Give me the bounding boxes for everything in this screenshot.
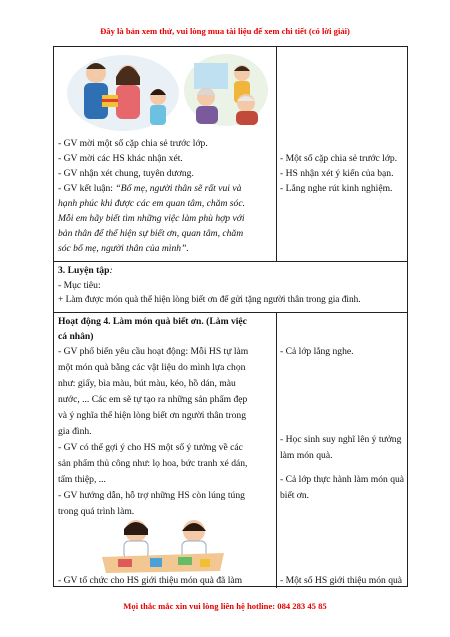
grandparents-illustration <box>184 53 269 127</box>
activity4-left-line-2: một món quà bằng các vật liệu do mình lựa chọn <box>58 362 246 373</box>
section3-line-1: - Mục tiêu: <box>58 280 101 291</box>
activity4-left-line-8: sản phẩm thủ công như: lọ hoa, bức tranh xé dán, <box>58 458 248 469</box>
row1-left-line-7: bản thân để thể hiện sự biết ơn, quan tâm, chăm <box>58 228 244 239</box>
section3-line-2: + Làm được món quà thể hiện lòng biết ơn để gửi tặng người thân trong gia đình. <box>58 295 361 305</box>
lesson-table <box>53 46 408 587</box>
activity4-left-line-5: và ý nghĩa thể hiện lòng biết ơn người thân trong <box>58 410 247 421</box>
activity4-left-line-9: tấm thiệp, ... <box>58 474 106 485</box>
crafting-kids-illustration <box>98 513 228 575</box>
activity4-left-line-1: - GV phổ biến yêu cầu hoạt động: Mỗi HS tự làm <box>58 346 249 357</box>
row-divider-1 <box>54 261 407 262</box>
column-divider-bottom <box>276 312 277 588</box>
family-illustration <box>66 51 181 131</box>
activity4-left-line-3: như: giấy, bìa màu, bút màu, kéo, hồ dán, màu <box>58 378 236 389</box>
activity4-right-line-2: - Học sinh suy nghĩ lên ý tưởng <box>280 434 402 445</box>
section3-heading-colon: : <box>109 265 113 276</box>
row1-left-line-4 <box>58 181 241 196</box>
row1-left-line-8: sóc bố mẹ, người thân của mình”. <box>58 243 189 254</box>
activity4-title-1: Hoạt động 4. Làm món quà biết ơn. (Làm việc <box>58 316 247 327</box>
preview-banner: Đây là bản xem thử, vui lòng mua tài liệu để xem chi tiết (có lời giải) <box>100 26 350 36</box>
activity4-title-2: cá nhân) <box>58 331 94 342</box>
row1-left-line-1: - GV mời một số cặp chia sẻ trước lớp. <box>58 138 208 149</box>
row1-left-line-5: hạnh phúc khi được các em quan tâm, chăm sóc. <box>58 198 245 209</box>
row1-right-line-2: - HS nhận xét ý kiến của bạn. <box>280 168 394 179</box>
row1-right-line-3: - Lắng nghe rút kinh nghiệm. <box>280 183 393 194</box>
row-divider-2 <box>54 312 407 313</box>
conclusion-quote-start: “Bố mẹ, người thân sẽ rất vui và <box>115 183 242 194</box>
row1-right-line-1: - Một số cặp chia sẻ trước lớp. <box>280 153 398 164</box>
activity4-left-line-12: - GV tổ chức cho HS giới thiệu món quà đã làm <box>58 575 243 586</box>
activity4-right-line-6: - Một số HS giới thiệu món quà <box>280 575 403 586</box>
section3-heading <box>58 263 113 278</box>
section3-heading-text: 3. Luyện tập <box>58 265 110 276</box>
activity4-left-line-11: trong quá trình làm. <box>58 506 135 517</box>
footer-hotline: Mọi thắc mắc xin vui lòng liên hệ hotline: 084 283 45 85 <box>123 601 327 611</box>
activity4-left-line-10: - GV hướng dẫn, hỗ trợ những HS còn lúng túng <box>58 490 245 501</box>
row1-left-line-3: - GV nhận xét chung, tuyên dương. <box>58 168 194 179</box>
activity4-left-line-4: nước, ... Các em sẽ tự tạo ra những sản phẩm đẹp <box>58 394 248 405</box>
activity4-right-line-4: - Cả lớp thực hành làm món quà <box>280 474 405 485</box>
activity4-right-line-5: biết ơn. <box>280 490 310 501</box>
column-divider-top <box>276 47 277 261</box>
row1-left-line-2: - GV mời các HS khác nhận xét. <box>58 153 183 164</box>
conclusion-prefix: - GV kết luận: <box>58 183 116 194</box>
activity4-right-line-3: làm món quà. <box>280 450 333 461</box>
activity4-right-line-1: - Cả lớp lắng nghe. <box>280 346 354 357</box>
activity4-left-line-6: gia đình. <box>58 426 92 437</box>
row1-left-line-6: Mỗi em hãy biết tìm những việc làm phù hợp với <box>58 213 245 224</box>
activity4-left-line-7: - GV có thể gợi ý cho HS một số ý tưởng về các <box>58 442 243 453</box>
